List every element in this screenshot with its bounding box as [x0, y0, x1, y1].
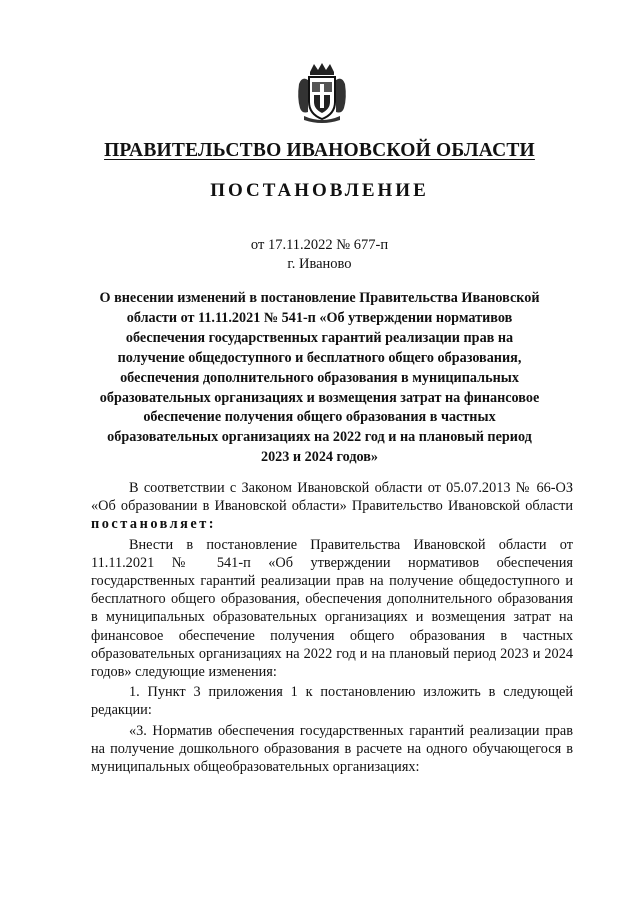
document-subject: О внесении изменений в постановление Правительства Ивановской области от 11.11.2021 № 541-п «Об утверждении нормативов обеспечения государственных гарантий реализации прав на получение общедоступного и бесплатного общего образования, обеспечения дополнительного образования в муниципальных образовательных организациях и возмещения затрат на финансовое обеспечение получения общего образования в частных образовательных организациях на 2022 год и на плановый период 2023 и 2024 годов» [99, 290, 540, 466]
document-date-number: от 17.11.2022 № 677-п [250, 237, 389, 253]
document-body [91, 479, 573, 776]
resolve-word: постановляет: [91, 516, 217, 533]
document-city: г. Иваново [287, 256, 352, 272]
paragraph-item-3-quote: «3. Норматив обеспечения государственных гарантий реализации прав на получение дошкольного образования в расчете на одного обучающегося в муниципальных общеобразовательных организациях: [91, 722, 573, 776]
paragraph-preamble [91, 479, 573, 534]
document-type: ПОСТАНОВЛЕНИЕ [210, 180, 429, 201]
organization-title: ПРАВИТЕЛЬСТВО ИВАНОВСКОЙ ОБЛАСТИ [104, 140, 535, 161]
paragraph-item-1: 1. Пункт 3 приложения 1 к постановлению изложить в следующей редакции: [91, 684, 573, 719]
paragraph-amendment: Внести в постановление Правительства Ивановской области от 11.11.2021 № 541-п «Об утверждении нормативов обеспечения государственных гарантий реализации прав на получение общедоступного и бесплатного общего образования, обеспечения дополнительного образования в муниципальных образовательных организациях и возмещения затрат на финансовое обеспечение получения общего образования в частных образовательных организациях на 2022 год и на плановый период 2023 и 2024 годов» следующие изменения: [91, 536, 573, 681]
ivanovo-coat-of-arms-icon [296, 62, 348, 124]
preamble-text: В соответствии с Законом Ивановской области от 05.07.2013 № 66-ОЗ «Об образовании в Ивановской области» Правительство Ивановской области [91, 480, 573, 515]
